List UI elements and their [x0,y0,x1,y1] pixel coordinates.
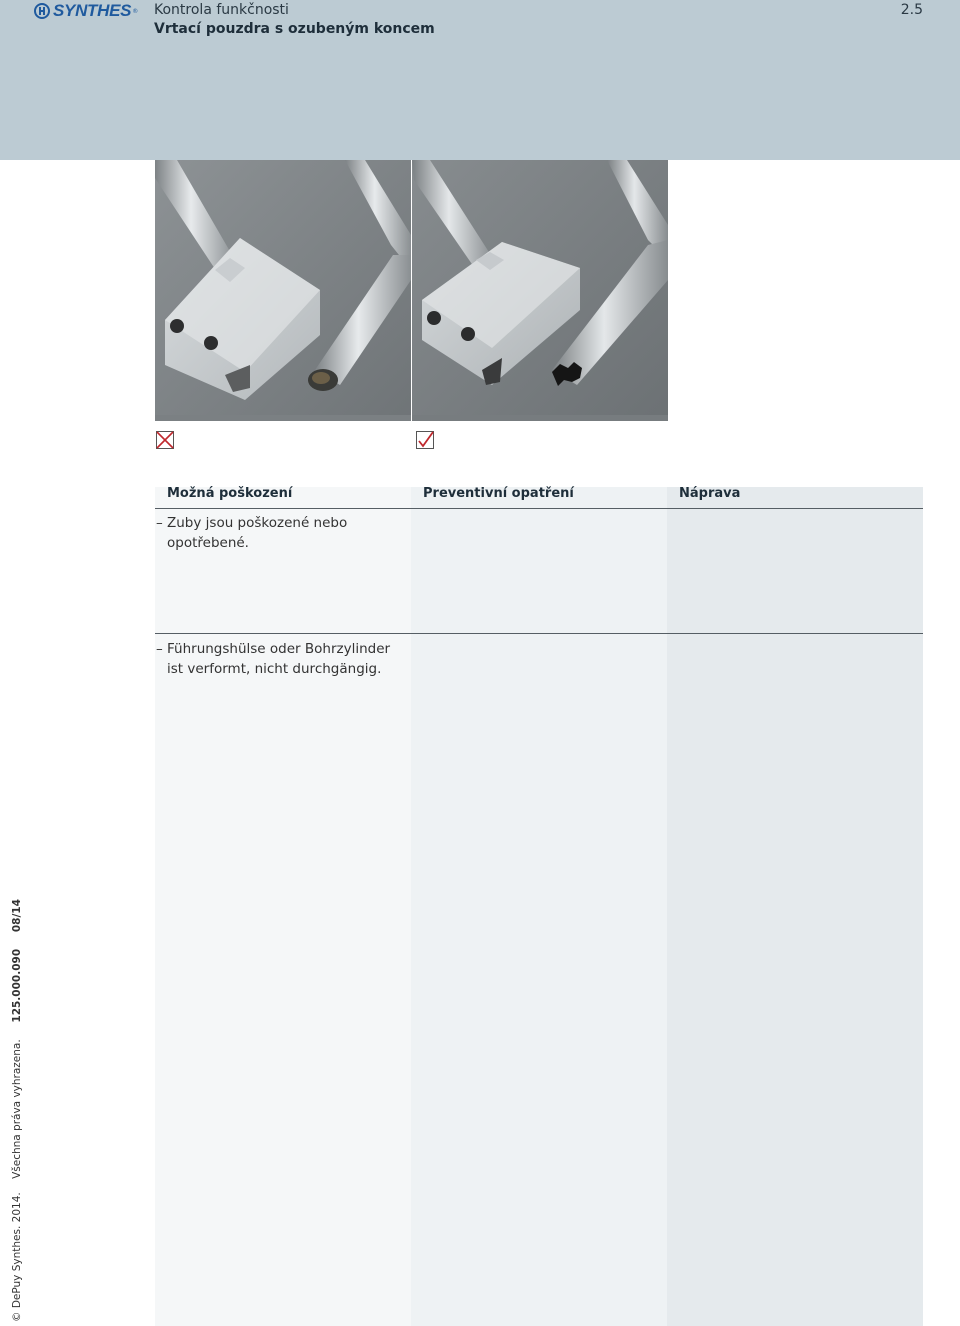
header-damage: Možná poškození [167,486,293,501]
header-band [0,0,960,160]
header-prevention: Preventivní opatření [423,486,574,501]
cross-box-icon [156,431,174,449]
check-box-icon [416,431,434,449]
rights-text: Všechna práva vyhrazena. [11,1039,23,1179]
table-row [156,513,396,553]
footer-vertical [11,899,23,1322]
column-damage [155,487,411,1326]
brand-name: SYNTHES [53,1,132,20]
list-dash: – [156,641,163,657]
synthes-logo-icon [34,3,50,19]
photo-damaged-sleeve [155,160,411,421]
column-prevention [411,487,667,1326]
photo-intact-sleeve [412,160,668,421]
page-title: Vrtací pouzdra s ozubeným koncem [154,21,435,37]
section-number: 2.5 [900,2,923,18]
list-dash: – [156,515,163,531]
damage-text: Führungshülse oder Bohrzylinder ist verformt, nicht durchgängig. [167,641,391,677]
table-row [156,639,406,679]
column-remedy [667,487,923,1326]
table-divider [155,633,923,634]
copyright-text: © DePuy Synthes. 2014. [11,1192,23,1322]
synthes-logo [34,2,138,20]
header-remedy: Náprava [679,486,741,501]
table-divider [155,508,923,509]
document-code: 125.000.090 [11,948,23,1023]
damage-text: Zuby jsou poškozené nebo opotřebené. [167,515,348,551]
registered-mark-icon: ® [132,7,139,15]
document-date: 08/14 [11,899,23,933]
page-subtitle: Kontrola funkčnosti [154,2,289,18]
